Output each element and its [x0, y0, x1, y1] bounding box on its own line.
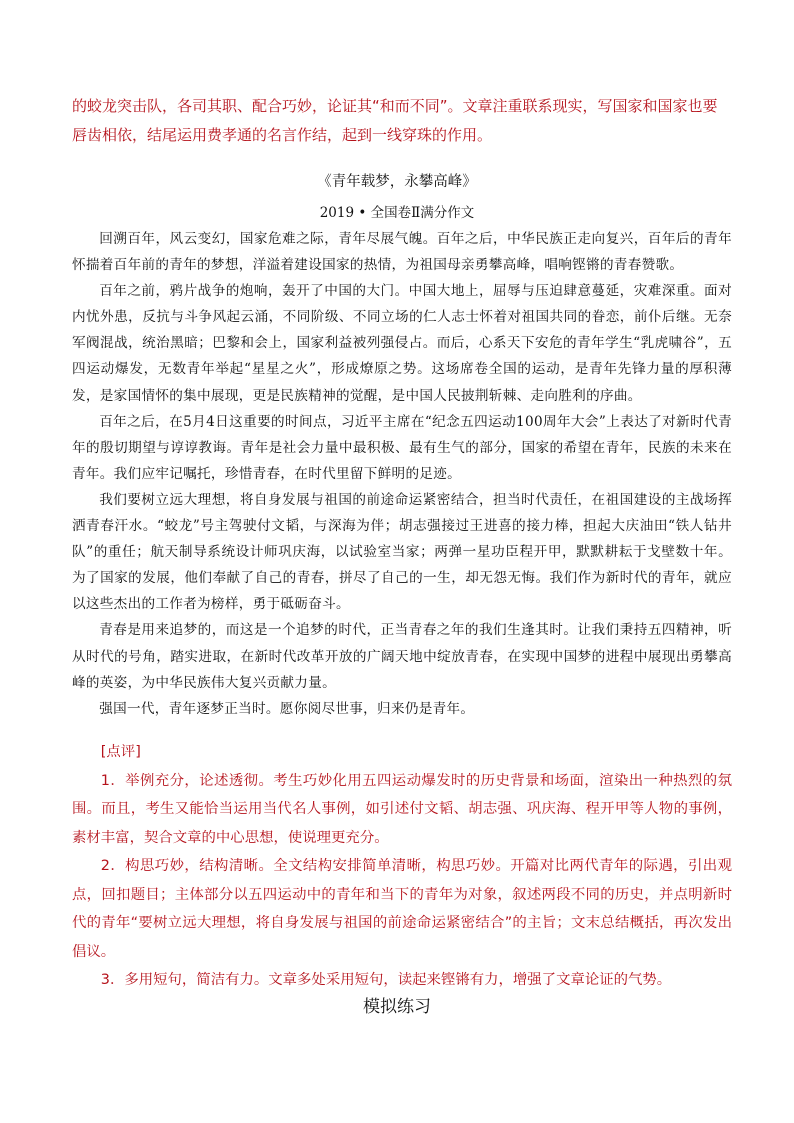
essay-paragraph: 强国一代，青年逐梦正当时。愿你阅尽世事，归来仍是青年。	[99, 700, 475, 717]
comment-point: 1．举例充分，论述透彻。考生巧妙化用五四运动爆发时的历史背景和场面，渲染出一种热烈的氛围。而且，考生又能恰当运用当代名人事例，如引述付文韬、胡志强、巩庆海、程开甲等人物的事例，素材丰富，契合文章的中心思想，使说理更充分。	[72, 772, 732, 846]
intro-paragraph: 的蛟龙突击队，各司其职、配合巧妙，论证其“和而不同”。文章注重联系现实，写国家和国家也要唇齿相依，结尾运用费孝通的名言作结，起到一线穿珠的作用。	[72, 97, 718, 144]
essay-paragraph: 百年之前，鸦片战争的炮响，轰开了中国的大门。中国大地上，屈辱与压迫肆意蔓延，灾难深重。面对内忧外患，反抗与斗争风起云涌，不同阶级、不同立场的仁人志士怀着对祖国共同的眷恋，前仆后继。无奈军阀混战，统治黑暗；巴黎和会上，国家利益被列强侵占。而后，心系天下安危的青年学生“乳虎啸谷”，五四运动爆发，无数青年举起“星星之火”，形成燎原之势。这场席卷全国的运动，是青年先锋力量的厚积薄发，是家国情怀的集中展现，更是民族精神的觉醒，是中国人民披荆斩棘、走向胜利的序曲。	[72, 283, 732, 404]
essay-subtitle: 2019 • 全国卷Ⅱ满分作文	[319, 205, 475, 221]
section-title: 模拟练习	[363, 997, 431, 1017]
essay-paragraph: 我们要树立远大理想，将自身发展与祖国的前途命运紧密结合，担当时代责任，在祖国建设的主战场挥洒青春汗水。“蛟龙”号主驾驶付文韬，与深海为伴；胡志强接过王进喜的接力棒，担起大庆油田“铁人钻井队”的重任；航天制导系统设计师巩庆海，以试验室当家；两弹一星功臣程开甲，默默耕耘于戈壁数十年。为了国家的发展，他们奉献了自己的青春，拼尽了自己的一生，却无怨无悔。我们作为新时代的青年，就应以这些杰出的工作者为榜样，勇于砥砺奋斗。	[72, 491, 732, 613]
comment-point: 3．多用短句，简洁有力。文章多处采用短句，读起来铿锵有力，增强了文章论证的气势。	[100, 972, 672, 988]
essay-paragraph: 回溯百年，风云变幻，国家危难之际，青年尽展气魄。百年之后，中华民族正走向复兴，百年后的青年怀揣着百年前的青年的梦想，洋溢着建设国家的热情，为祖国母亲勇攀高峰，唱响铿锵的青春赞歌。	[72, 231, 732, 274]
essay-paragraph: 百年之后，在5月4日这重要的时间点，习近平主席在“纪念五四运动100周年大会”上表达了对新时代青年的殷切期望与谆谆教诲。青年是社会力量中最积极、最有生气的部分，国家的希望在青年，民族的未来在青年。我们应牢记嘱托，珍惜青春，在时代里留下鲜明的足迹。	[72, 413, 732, 482]
essay-paragraph: 青春是用来追梦的，而这是一个追梦的时代，正当青春之年的我们生逢其时。让我们秉持五四精神，听从时代的号角，踏实进取，在新时代改革开放的广阔天地中绽放青春，在实现中国梦的进程中展现出勇攀高峰的英姿，为中华民族伟大复兴贡献力量。	[72, 622, 732, 691]
essay-body	[72, 226, 732, 722]
comment-point: 2．构思巧妙，结构清晰。全文结构安排简单清晰，构思巧妙。开篇对比两代青年的际遇，引出观点，回扣题目；主体部分以五四运动中的青年和当下的青年为对象，叙述两段不同的历史，并点明新时代的青年“要树立远大理想，将自身发展与祖国的前途命运紧密结合”的主旨；文末总结概括，再次发出倡议。	[72, 858, 732, 960]
comment-label: [点评]	[100, 744, 141, 760]
comment-section	[72, 738, 732, 995]
essay-title: 《青年载梦，永攀高峰》	[317, 174, 477, 190]
